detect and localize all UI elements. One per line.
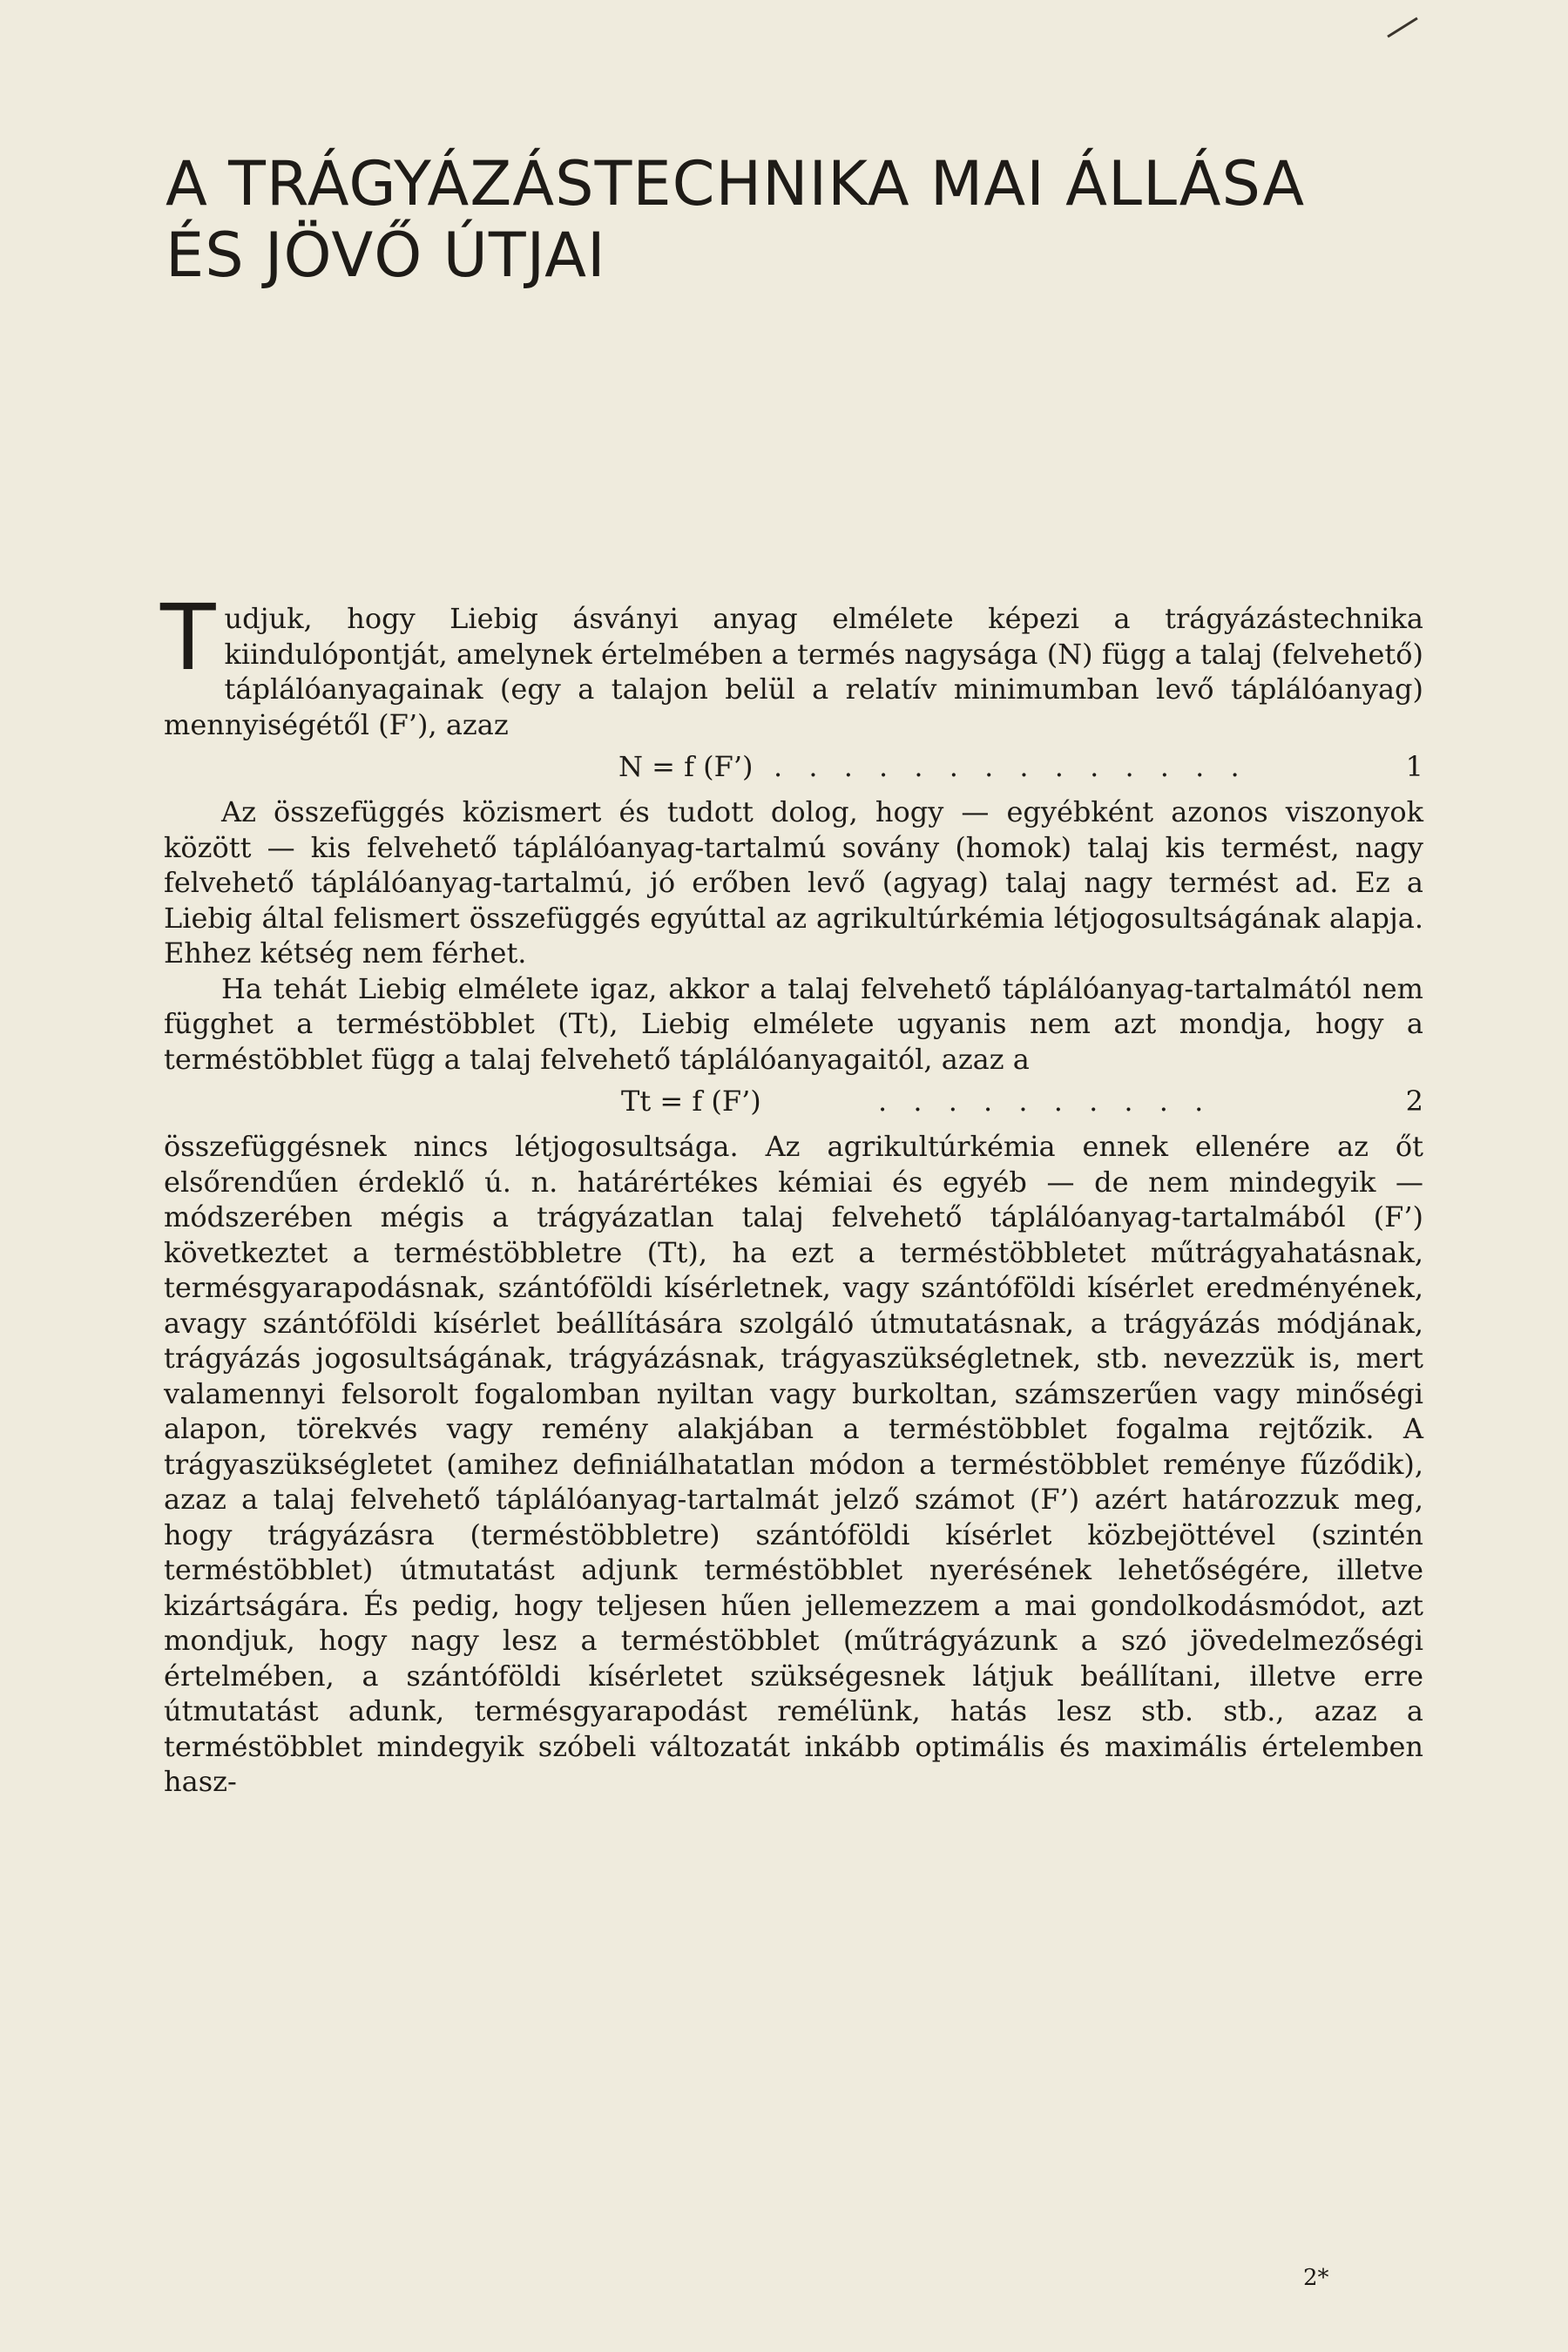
title-line-1: A TRÁGYÁZÁSTECHNIKA MAI ÁLLÁSA (166, 148, 1306, 220)
paragraph-4: összefüggésnek nincs létjogosultsága. Az agrikultúrkémia ennek ellenére az őt elsőrendűen érdeklő ú. n. határértékes kémiai és egyéb — de nem mindegyik — módszerében mégis a trágyázatlan talaj felvehető táplálóanyag-tartalmából (F’) következtet a terméstöbbletre (Tt), ha ezt a terméstöbbletet műtrágyahatásnak, termésgyarapodásnak, szántóföldi kísérletnek, vagy szántóföldi kísérlet eredményének, avagy szántóföldi kísérlet beállítására szolgáló útmutatásnak, a trágyázás módjának, trágyázás jogosultságának, trágyázásnak, trágyaszükségletnek, stb. nevezzük is, mert valamennyi felsorolt fogalomban nyiltan vagy burkoltan, számszerűen vagy minőségi alapon, törekvés vagy remény alakjában a terméstöbblet fogalma rejtőzik. A trágyaszükségletet (amihez definiálhatatlan módon a terméstöbblet reménye fűződik), azaz a talaj felvehető táplálóanyag-tartalmát jelző számot (F’) azért határozzuk meg, hogy trágyázásra (terméstöbbletre) szántóföldi kísérlet közbejöttével (szintén terméstöbblet) útmutatást adjunk terméstöbblet nyerésének lehetőségére, illetve kizártságára. És pedig, hogy teljesen hűen jellemezzem a mai gondolkodásmódot, azt mondjuk, hogy nagy lesz a terméstöbblet (műtrágyázunk a szó jövedelmezőségi értelmében, a szántóföldi kísérletet szükségesnek látjuk beállítani, illetve erre útmutatást adunk, termésgyarapodást remélünk, hatás lesz stb. stb., azaz a terméstöbblet mindegyik szóbeli változatát inkább optimális és maximális értelemben hasz- (164, 1130, 1423, 1798)
pencil-mark (1387, 17, 1418, 38)
formula-1 (164, 749, 1423, 787)
drop-cap: T (160, 585, 216, 691)
article-title (166, 148, 1429, 291)
formula-1-leader: . . . . . . . . . . . . . . (774, 750, 1248, 783)
paragraph-2: Az összefüggés közismert és tudott dolog, hogy — egyébként azonos viszonyok között — kis felvehető táplálóanyag-tartalmú sovány (homok) talaj kis termést, nagy felvehető táplálóanyag-tartalmú, jó erőben levő (agyag) talaj nagy termést ad. Ez a Liebig által felismert összefüggés egyúttal az agrikultúrkémia létjogosultságának alapja. Ehhez kétség nem férhet. (164, 795, 1423, 970)
paragraph-3: Ha tehát Liebig elmélete igaz, akkor a talaj felvehető táplálóanyag-tartalmától nem függhet a terméstöbblet (Tt), Liebig elmélete ugyanis nem azt mondja, hogy a terméstöbblet függ a talaj felvehető táplálóanyagaitól, azaz a (164, 971, 1423, 1076)
formula-1-expression: N = f (F’) (618, 750, 754, 783)
intro-text: udjuk, hogy Liebig ásványi anyag elmélete képezi a trágyázástechnika kiindulópontját, amelynek értelmében a termés nagysága (N) függ a talaj (felvehető) táplálóanyagainak (egy a talajon belül a relatív minimumban levő táplálóanyag) mennyiségétől (F’), azaz (164, 602, 1423, 741)
formula-1-number: 1 (1405, 750, 1423, 783)
formula-2-leader: . . . . . . . . . . (878, 1085, 1213, 1118)
formula-2 (164, 1084, 1423, 1122)
page-number: 2* (1303, 2265, 1329, 2291)
intro-paragraph (160, 585, 1423, 742)
formula-2-number: 2 (1405, 1085, 1423, 1118)
title-line-2: ÉS JÖVŐ ÚTJAI (166, 220, 606, 291)
formula-2-expression: Tt = f (F’) (621, 1085, 761, 1118)
article-body (160, 585, 1423, 1800)
